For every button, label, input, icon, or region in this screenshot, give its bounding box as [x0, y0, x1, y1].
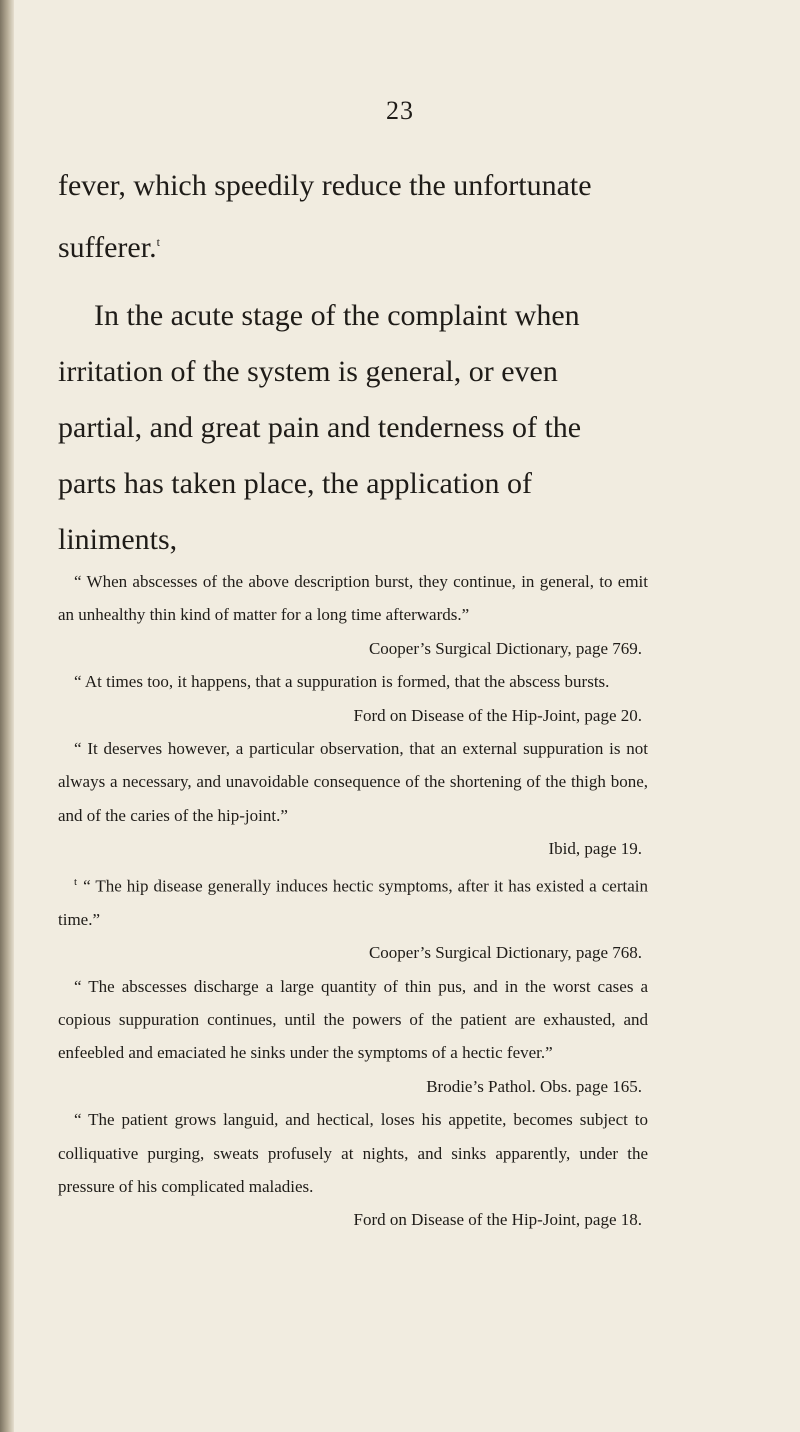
footnote-citation: Cooper’s Surgical Dictionary, page 769.: [368, 638, 642, 658]
page-number: 23: [386, 96, 414, 125]
body-line-2-text: sufferer.: [58, 231, 157, 264]
footnote-citation: Ibid, page 19.: [548, 839, 642, 859]
page-binding-edge: [0, 0, 14, 1432]
footnote-quote: “ When abscesses of the above description burst, they continue, in general, to emit an unhealthy thin kind of matter for a long time afterwards.”: [58, 572, 648, 625]
footnote-quote: “ The abscesses discharge a large quantity of thin pus, and in the worst cases a copious suppuration continues, until the powers of the patient are exhausted, and enfeebled and emaciated he sinks under the symptoms of a hectic fever.”: [58, 976, 648, 1063]
footnote: [58, 866, 648, 970]
footnote: [58, 665, 648, 732]
body-paragraph: In the acute stage of the complaint when irritation of the system is general, or even partial, and great pain and tenderness of the parts has taken place, the application of liniments,: [58, 299, 582, 556]
footnote: [58, 732, 648, 866]
footnote-quote: “ It deserves however, a particular observation, that an external suppuration is not always a necessary, and unavoidable consequence of the shortening of the thigh bone, and of the caries of the hip-joint.”: [58, 739, 648, 825]
footnote: [58, 970, 648, 1104]
footnote-reference-marker: t: [156, 235, 160, 249]
footnote: [58, 1103, 648, 1237]
footnotes: [58, 565, 648, 1237]
body-line-2: [58, 214, 643, 276]
body-text: [58, 158, 643, 568]
footnote-citation: Brodie’s Pathol. Obs. page 165.: [426, 1076, 642, 1096]
footnote-quote: “ At times too, it happens, that a suppuration is formed, that the abscess bursts.: [74, 672, 610, 692]
footnote: [58, 565, 648, 665]
footnote-citation: Ford on Disease of the Hip-Joint, page 18.: [353, 1210, 642, 1230]
footnote-citation: Cooper’s Surgical Dictionary, page 768.: [368, 943, 642, 963]
footnote-citation: Ford on Disease of the Hip-Joint, page 20.: [353, 705, 642, 725]
footnote-quote: “ The patient grows languid, and hectical, loses his appetite, becomes subject to colliquative purging, sweats profusely at nights, and sinks apparently, under the pressure of his complicated maladies.: [58, 1110, 648, 1196]
body-line-1: fever, which speedily reduce the unfortunate: [58, 169, 592, 202]
footnote-marker: t: [74, 875, 78, 888]
footnote-quote: “ The hip disease generally induces hectic symptoms, after it has existed a certain time.”: [58, 876, 648, 929]
